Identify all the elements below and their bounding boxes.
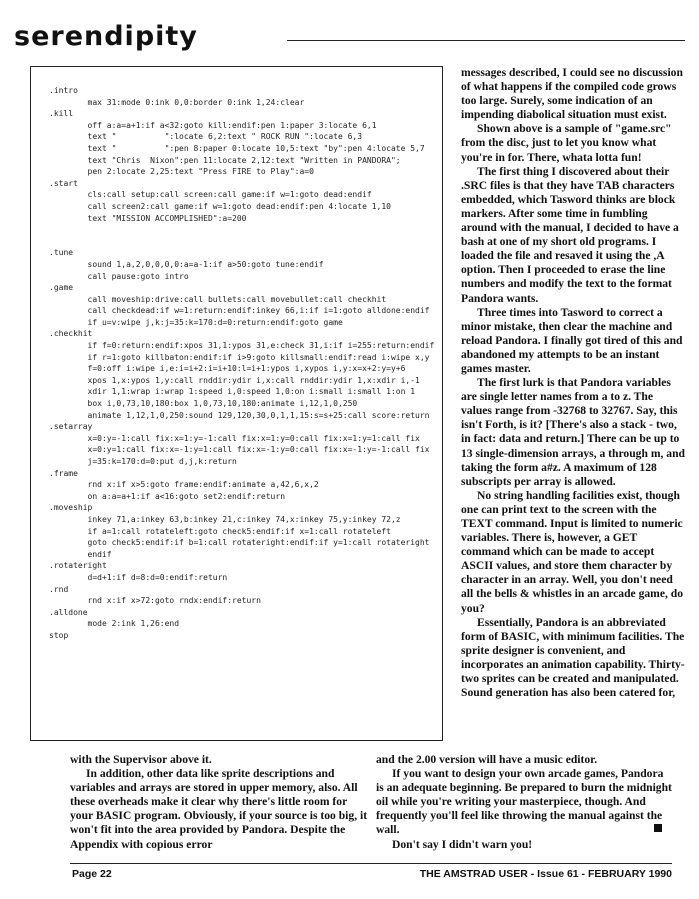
code-line: call screen2:call game:if w=1:goto dead:endif:pen 4:locate 1,10 (49, 201, 391, 211)
code-line: if f=0:return:endif:xpos 31,1:ypos 31,e:check 31,i:if i=255:return:endif (49, 341, 435, 351)
code-line: rnd x:if x>5:goto frame:endif:animate a,42,6,x,2 (49, 480, 319, 490)
code-line: goto check5:endif:if b=1:call rotateright:endif:if y=1:call rotateright (49, 538, 430, 548)
bottom-left-paragraph: with the Supervisor above it. (70, 753, 212, 766)
right-column-paragraph: Shown above is a sample of "game.src" from the disc, just to let you know what you're in for. There, whata lotta fun! (461, 122, 672, 164)
right-column-paragraph: The first thing I discovered about their .SRC files is that they have TAB characters embedded, which Tasword thinks are block markers. After some time in fumbling around with the manual, I decided to have a bash at one of my short old programs. I loaded the file and resaved it using the ,A option. Then I proceeded to erase the line numbers and modify the text to the format Pandora wants. (461, 164, 679, 305)
right-column-paragraph: Three times into Tasword to correct a minor mistake, then clear the machine and reload Pandora. I finally got tired of this and abandoned my attempts to be an instant games master. (461, 305, 683, 375)
end-of-article-mark (654, 824, 662, 832)
code-line: text "Chris Nixon":pen 11:locate 2,12:text "Written in PANDORA"; (49, 155, 401, 165)
right-column-text (461, 66, 686, 700)
code-line: if u=v:wipe j,k:j=35:k=170:d=0:return:endif:goto game (49, 317, 343, 327)
code-line: .moveship (49, 503, 93, 513)
code-line: .alldone (49, 607, 88, 617)
page-number: Page 22 (72, 868, 112, 880)
code-line: inkey 71,a:inkey 63,b:inkey 21,c:inkey 74,x:inkey 75,y:inkey 72,z (49, 514, 401, 524)
code-line: sound 1,a,2,0,0,0,0:a=a-1:if a>50:goto tune:endif (49, 259, 324, 269)
bottom-left-text (70, 753, 370, 852)
code-line: .intro (49, 86, 78, 95)
code-line: pen 2:locate 2,25:text "Press FIRE to Play":a=0 (49, 167, 314, 177)
code-line: if a=1:call rotateleft:goto check5:endif:if x=1:call rotateleft (49, 526, 391, 536)
code-line: .game (49, 283, 74, 293)
code-line: animate 1,12,1,0,250:sound 129,120,30,0,1,1,15:s=s+25:call score:return (49, 410, 430, 420)
section-title: serendipity (14, 21, 198, 52)
header-rule (287, 40, 685, 41)
bottom-right-paragraph: If you want to design your own arcade games, Pandora is an adequate beginning. Be prepared to burn the midnight oil while you're writing your masterpiece, though. And frequently you'll feel like throwing the manual against the wall. (376, 767, 672, 837)
code-line (49, 224, 442, 236)
code-line: off a:a=a+1:if a<32:goto kill:endif:pen 1:paper 3:locate 6,1 (49, 120, 377, 130)
code-line: text " ":locate 6,2:text " ROCK RUN ":locate 6,3 (49, 132, 363, 142)
right-column-paragraph: Essentially, Pandora is an abbreviated form of BASIC, with minimum facilities. The sprite designer is convenient, and incorporates an animation capability. Thirty-two sprites can be created and manipulated. Sound generation has also been catered for, (461, 615, 685, 700)
bottom-right-paragraph: Don't say I didn't warn you! (392, 837, 533, 851)
code-line: call moveship:drive:call bullets:call movebullet:call checkhit (49, 294, 387, 304)
section-header (14, 22, 685, 52)
code-line: .frame (49, 468, 78, 478)
code-line: d=d+1:if d=8:d=0:endif:return (49, 572, 228, 582)
issue-info: THE AMSTRAD USER - Issue 61 - FEBRUARY 1990 (419, 868, 672, 880)
code-line: .checkhit (49, 329, 93, 339)
code-line: max 31:mode 0:ink 0,0:border 0:ink 1,24:clear (49, 97, 305, 107)
code-line: .rnd (49, 584, 69, 594)
code-line: .setarray (49, 422, 93, 432)
right-column-paragraph: messages described, I could see no discussion of what happens if the compiled code grows too large. Surely, some indication of an impending diabolical situation must exist. (461, 66, 683, 122)
code-line: xdir 1,1:wrap i:wrap 1:speed i,0:speed 1,0:on i:small i:small 1:on 1 (49, 387, 416, 397)
bottom-right-paragraph: and the 2.00 version will have a music editor. (376, 753, 598, 766)
code-line: .tune (49, 248, 74, 258)
code-line: .start (49, 178, 78, 188)
code-line: text "MISSION ACCOMPLISHED":a=200 (49, 213, 247, 223)
code-line: endif (49, 549, 112, 559)
code-line: x=0:y=-1:call fix:x=1:y=-1:call fix:x=1:y=0:call fix:x=1:y=1:call fix (49, 433, 420, 443)
code-line: stop (49, 630, 69, 640)
code-line: f=0:off i:wipe i,e:i=i+2:i=i+10:l=i+1:ypos i,xypos i,y:x=x+2:y=y+6 (49, 364, 406, 374)
code-line: cls:call setup:call screen:call game:if w=1:goto dead:endif (49, 190, 372, 200)
footer-rule (70, 863, 672, 864)
code-line: call checkdead:if w=1:return:endif:inkey 66,i:if i=1:goto alldone:endif (49, 306, 430, 316)
right-column-paragraph: The first lurk is that Pandora variables are single letter names from a to z. The values range from -32768 to 32767. Say, this isn't Forth, is it? [There's also a stack - two, in fact: data and return.] There can be up to 13 single-dimension arrays, a through m, and taking the form a#z. A maximum of 128 subscripts per array is allowed. (461, 376, 685, 488)
code-line: text " ":pen 8:paper 0:locate 10,5:text "by":pen 4:locate 5,7 (49, 143, 425, 153)
code-line: box i,0,73,10,180:box 1,0,73,10,180:animate i,12,1,0,250 (49, 399, 358, 409)
code-line: rnd x:if x>72:goto rndx:endif:return (49, 596, 261, 606)
code-line: .kill (49, 109, 74, 119)
bottom-left-paragraph: In addition, other data like sprite descriptions and variables and arrays are stored in upper memory, also. All these overheads make it clear why there's little room for your BASIC program. Obviously, if your source is too big, it won't fit into the area provided by Pandora. Despite the Appendix with copious error (70, 767, 368, 851)
code-line: xpos 1,x:ypos 1,y:call rnddir:ydir i,x:call rnddir:ydir 1,x:xdir i,-1 (49, 375, 420, 385)
bottom-right-text (376, 753, 672, 852)
code-line: on a:a=a+1:if a<16:goto set2:endif:return (49, 491, 286, 501)
right-column-paragraph: No string handling facilities exist, though one can print text to the screen with the TEXT command. Input is limited to numeric variables. There is, however, a GET command which can be made to accept ASCII values, and store them character by character in an array. Well, you don't need all the bells & whistles in an arcade game, do you? (461, 488, 684, 615)
code-listing-box (30, 66, 443, 741)
code-line: mode 2:ink 1,26:end (49, 619, 180, 629)
code-line (49, 236, 442, 248)
code-line: .rotateright (49, 561, 107, 571)
code-line: j=35:k=170:d=0:put d,j,k:return (49, 457, 237, 466)
code-line: call pause:goto intro (49, 271, 189, 281)
code-line: if r=1:goto killbaton:endif:if i>9:goto killsmall:endif:read i:wipe x,y (49, 352, 430, 362)
code-line: x=0:y=1:call fix:x=-1:y=1:call fix:x=-1:y=0:call fix:x=-1:y=-1:call fix (49, 445, 430, 455)
